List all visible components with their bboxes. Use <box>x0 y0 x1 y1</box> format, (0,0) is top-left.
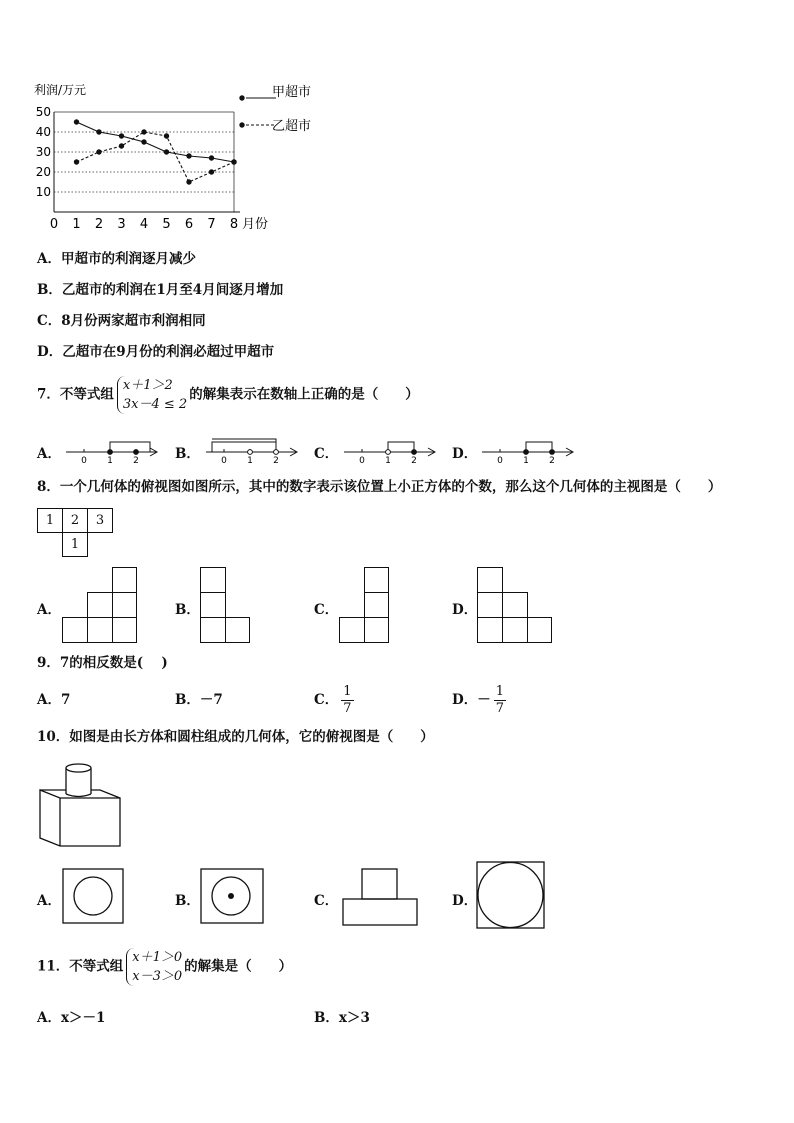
cube-face <box>87 617 113 643</box>
data-point <box>141 139 146 144</box>
cube-face <box>225 617 250 643</box>
cube-face <box>112 617 137 643</box>
q10-option-b-letter: B． <box>175 893 200 909</box>
q7-option-b-letter: B． <box>175 446 200 462</box>
q9-option-a: A．7 <box>37 692 71 708</box>
q11-ineq-line2: x－3＞0 <box>132 969 183 984</box>
cube-face <box>364 617 389 643</box>
endpoint-marker <box>248 450 253 455</box>
q10-top-view-d <box>476 861 545 929</box>
cube-face <box>200 592 226 618</box>
data-point <box>74 159 79 164</box>
number-line-label: 0 <box>81 456 87 466</box>
y-tick-label: 20 <box>35 165 51 179</box>
q6-option-b: B．乙超市的利润在1月至4月间逐月增加 <box>37 282 284 298</box>
q7-option-c-letter: C． <box>314 446 339 462</box>
q9-option-d <box>452 680 506 720</box>
q7-inequality-system <box>117 376 187 414</box>
q9-stem: 9．7的相反数是( ) <box>37 655 168 671</box>
q8-option-a-letter: A． <box>37 602 61 618</box>
y-tick-label: 10 <box>35 185 51 199</box>
x-tick-label: 6 <box>184 217 194 232</box>
q10-solid-figure <box>36 758 126 850</box>
q8-stem: 8．一个几何体的俯视图如图所示，其中的数字表示该位置上小正方体的个数，那么这个几何体的主视图是（ ） <box>37 479 722 495</box>
number-line-label: 2 <box>549 456 555 466</box>
solution-bracket <box>388 442 414 452</box>
q8-option-d-letter: D． <box>452 602 478 618</box>
top-view-cell: 3 <box>87 508 113 533</box>
number-line-label: 2 <box>273 456 279 466</box>
data-point <box>119 143 124 148</box>
y-axis-title: 利润/万元 <box>34 83 87 97</box>
legend-label: 甲超市 <box>272 85 312 100</box>
q9-option-c <box>314 680 354 720</box>
profit-line-chart <box>30 78 330 238</box>
endpoint-marker <box>412 450 417 455</box>
x-axis-title: 月份 <box>242 217 269 232</box>
data-point <box>164 149 169 154</box>
cube-face <box>364 567 389 593</box>
q10-option-a-letter: A． <box>37 893 61 909</box>
data-point <box>96 129 101 134</box>
fraction-denominator: 7 <box>343 701 352 716</box>
cube-face <box>364 592 389 618</box>
cube-face <box>112 567 137 593</box>
data-point <box>96 149 101 154</box>
data-point <box>186 179 191 184</box>
solution-bracket <box>526 442 552 452</box>
legend-marker <box>239 95 244 100</box>
cube-face <box>502 617 528 643</box>
fraction <box>341 684 353 717</box>
q10-top-view-b <box>200 868 264 924</box>
cube-face <box>502 592 528 618</box>
data-point <box>209 155 214 160</box>
q7-numberline-c <box>342 436 438 466</box>
cube-face <box>112 592 137 618</box>
number-line-label: 2 <box>133 456 139 466</box>
y-tick-label: 50 <box>35 105 51 119</box>
endpoint-marker <box>108 450 113 455</box>
cube-face <box>200 567 226 593</box>
q7-numberline-b <box>204 436 300 466</box>
top-view-cell: 2 <box>62 508 88 533</box>
x-tick-label: 5 <box>162 217 171 232</box>
data-point <box>209 169 214 174</box>
fraction <box>494 684 506 717</box>
top-view-cell: 1 <box>37 508 63 533</box>
q8-front-view-b <box>200 567 252 643</box>
y-tick-label: 30 <box>35 145 51 159</box>
data-point <box>119 133 124 138</box>
q7-ineq-line1: x＋1＞2 <box>122 378 173 393</box>
q11-stem-suffix: 的解集是（ ） <box>184 958 293 975</box>
q11-inequality-system <box>126 948 182 986</box>
q6-option-d: D．乙超市在9月份的利润必超过甲超市 <box>37 344 275 360</box>
data-point <box>141 129 146 134</box>
cube-face <box>477 617 503 643</box>
cube-face <box>339 617 365 643</box>
q11-option-b: B．x＞3 <box>314 1010 370 1026</box>
q7-option-d-letter: D． <box>452 446 478 462</box>
q7-numberline-a <box>64 436 160 466</box>
legend-label: 乙超市 <box>272 119 312 134</box>
q9-option-c-letter: C． <box>314 692 339 708</box>
y-tick-label: 40 <box>35 125 51 139</box>
cube-face <box>87 592 113 618</box>
x-tick-label: 1 <box>72 217 81 232</box>
x-tick-label: 7 <box>207 217 216 232</box>
endpoint-marker <box>274 450 279 455</box>
q9-option-b: B．－7 <box>175 692 223 708</box>
cube-face <box>527 617 552 643</box>
legend-marker <box>239 122 244 127</box>
q7-stem-suffix: 的解集表示在数轴上正确的是（ ） <box>189 386 419 403</box>
q10-top-view-a <box>62 868 124 924</box>
number-line-label: 1 <box>523 456 529 466</box>
endpoint-marker <box>134 450 139 455</box>
q8-front-view-c <box>339 567 391 643</box>
x-tick-label: 2 <box>94 217 104 232</box>
fraction-numerator: 1 <box>495 684 504 699</box>
q7-stem <box>37 376 419 414</box>
cube-face <box>200 617 226 643</box>
endpoint-marker <box>386 450 391 455</box>
number-line-label: 1 <box>385 456 391 466</box>
number-line-label: 0 <box>359 456 365 466</box>
endpoint-marker <box>524 450 529 455</box>
data-point <box>186 153 191 158</box>
q7-numberline-d <box>480 436 576 466</box>
q9-option-d-letter: D．－ <box>452 692 491 708</box>
data-point <box>74 119 79 124</box>
q11-stem-prefix: 11．不等式组 <box>37 958 124 975</box>
q11-ineq-line1: x＋1＞0 <box>132 950 183 965</box>
cube-face <box>477 592 503 618</box>
x-tick-label: 8 <box>229 217 239 232</box>
number-line-label: 1 <box>107 456 113 466</box>
q11-stem <box>37 948 292 986</box>
q7-ineq-line2: 3x－4 ≤ 2 <box>122 397 188 412</box>
q10-stem: 10．如图是由长方体和圆柱组成的几何体，它的俯视图是（ ） <box>37 729 434 745</box>
q6-option-a: A．甲超市的利润逐月减少 <box>37 251 196 267</box>
q8-front-view-a <box>62 567 138 643</box>
q7-stem-prefix: 7．不等式组 <box>37 386 114 403</box>
x-tick-label: 0 <box>49 217 59 232</box>
data-point <box>231 159 236 164</box>
q8-front-view-d <box>477 567 553 643</box>
q11-option-a: A．x＞－1 <box>37 1010 106 1026</box>
q10-option-c-letter: C． <box>314 893 339 909</box>
q10-top-view-c <box>342 868 420 926</box>
x-tick-label: 4 <box>139 217 149 232</box>
solution-bracket <box>212 442 276 452</box>
fraction-numerator: 1 <box>343 684 352 699</box>
top-view-cell: 1 <box>62 532 88 557</box>
cube-face <box>477 567 503 593</box>
cube-face <box>62 617 88 643</box>
q10-option-d-letter: D． <box>452 893 478 909</box>
q8-option-c-letter: C． <box>314 602 339 618</box>
number-line-label: 1 <box>247 456 253 466</box>
x-tick-label: 3 <box>117 217 126 232</box>
q8-option-b-letter: B． <box>175 602 200 618</box>
solution-bracket <box>110 442 150 452</box>
q6-option-c: C．8月份两家超市利润相同 <box>37 313 206 329</box>
number-line-label: 0 <box>221 456 227 466</box>
q8-top-view-grid <box>37 508 113 558</box>
endpoint-marker <box>550 450 555 455</box>
fraction-denominator: 7 <box>495 701 504 716</box>
solution-bracket <box>212 439 276 452</box>
number-line-label: 2 <box>411 456 417 466</box>
q7-option-a-letter: A． <box>37 446 61 462</box>
data-point <box>164 133 169 138</box>
number-line-label: 0 <box>497 456 503 466</box>
